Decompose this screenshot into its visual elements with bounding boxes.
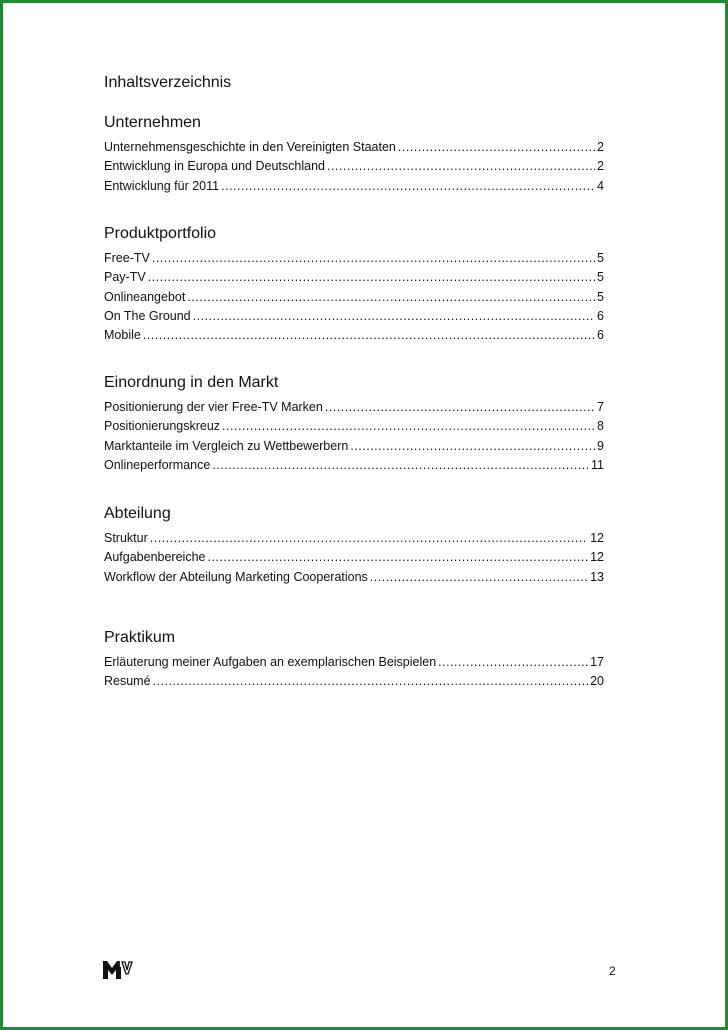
toc-entry[interactable] [104,307,604,326]
entry-page-number: 17 [590,655,604,669]
dot-leader [152,249,595,268]
entry-page-number: 2 [597,140,604,154]
toc-entry[interactable] [104,548,604,567]
section-heading: Abteilung [104,505,171,522]
entry-label: Onlineperformance [104,457,211,472]
dot-leader [327,157,595,176]
entry-label: Pay-TV [104,270,146,285]
footer-page-number: 2 [609,964,616,978]
entry-label: Workflow der Abteilung Marketing Cooperations [104,569,368,584]
entry-label: Positionierung der vier Free-TV Marken [104,400,323,414]
toc-entry[interactable] [104,653,604,672]
entry-label: Entwicklung in Europa und Deutschland [104,159,325,174]
entry-page-number: 6 [597,308,604,323]
section-heading: Unternehmen [104,114,201,131]
entry-label: Onlineangebot [104,289,186,304]
entry-label: Struktur [104,531,148,545]
entry-label: Mobile [104,328,141,343]
entry-page-number: 5 [597,289,604,304]
dot-leader [370,568,588,587]
entry-label: Free-TV [104,251,150,265]
entry-page-number: 5 [597,251,604,265]
toc-section-produktportfolio [104,224,604,345]
entry-label: Aufgabenbereiche [104,550,206,565]
toc-section-praktikum [104,628,604,692]
mtv-logo-icon [103,959,133,979]
dot-leader [193,307,595,326]
entry-label: On The Ground [104,308,191,323]
dot-leader [153,672,589,691]
dot-leader [148,268,595,287]
dot-leader [398,138,595,157]
toc-entry[interactable] [104,177,604,196]
entry-label: Positionierungskreuz [104,419,221,434]
entry-page-number: 5 [597,270,604,285]
entry-page-number: 13 [590,569,604,584]
toc-entry[interactable] [104,437,604,456]
section-heading: Produktportfolio [104,225,217,242]
entry-label: Marktanteile im Vergleich zu Wettbewerbern [104,438,349,453]
toc-entry[interactable] [104,288,604,307]
entry-label: Erläuterung meiner Aufgaben an exemplarischen Beispielen [104,655,437,669]
dot-leader [150,529,588,548]
dot-leader [212,456,589,475]
toc-section-unternehmen [104,113,604,196]
dot-leader [325,398,595,417]
section-heading: Praktikum [104,629,176,646]
entry-page-number: 9 [597,438,604,453]
toc-entry[interactable] [104,568,604,587]
toc-entry[interactable] [104,138,604,157]
dot-leader [187,288,595,307]
entry-page-number: 20 [590,674,604,689]
toc-title: Inhaltsverzeichnis [104,74,232,91]
dot-leader [221,177,595,196]
toc-entry[interactable] [104,249,604,268]
entry-page-number: 2 [597,159,604,174]
toc-entry[interactable] [104,398,604,417]
entry-page-number: 4 [597,178,604,193]
toc-section-abteilung [104,504,604,587]
toc-section-einordnung [104,373,604,475]
entry-page-number: 12 [590,550,604,565]
entry-label: Unternehmensgeschichte in den Vereinigten Staaten [104,140,396,154]
dot-leader [350,437,595,456]
toc-entry[interactable] [104,672,604,691]
entry-page-number: 6 [597,328,604,343]
entry-label: Resumé [104,674,151,689]
entry-page-number: 11 [591,457,604,472]
section-heading: Einordnung in den Markt [104,374,279,391]
entry-page-number: 12 [590,531,604,545]
toc-entry[interactable] [104,417,604,436]
toc-entry[interactable] [104,157,604,176]
toc-entry[interactable] [104,268,604,287]
entry-page-number: 8 [597,419,604,434]
dot-leader [222,417,595,436]
dot-leader [143,326,595,345]
entry-page-number: 7 [597,400,604,414]
toc-entry[interactable] [104,456,604,475]
toc-entry[interactable] [104,529,604,548]
dot-leader [438,653,588,672]
entry-label: Entwicklung für 2011 [104,178,220,193]
dot-leader [207,548,588,567]
toc-entry[interactable] [104,326,604,345]
